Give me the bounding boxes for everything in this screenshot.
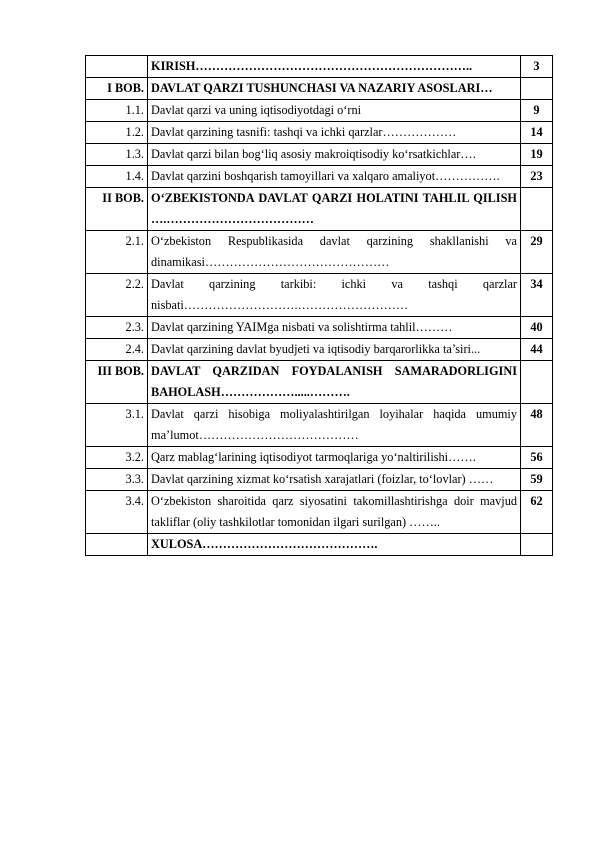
toc-number: 3.1. [86,404,148,447]
toc-number: 1.1. [86,100,148,122]
toc-title: Davlat qarzining tarkibi: ichki va tashqi qarzlar nisbati……………………….……………………… [148,274,521,317]
toc-title: Davlat qarzining tasnifi: tashqi va ichki qarzlar……………… [148,122,521,144]
toc-row [86,231,553,274]
toc-title: Davlat qarzi bilan bog‘liq asosiy makroiqtisodiy ko‘rsatkichlar…. [148,144,521,166]
toc-row [86,188,553,231]
toc-title: Davlat qarzi va uning iqtisodiyotdagi o‘rni [148,100,521,122]
toc-row [86,78,553,100]
toc-number: 1.4. [86,166,148,188]
toc-title: KIRISH………………………………………………………….. [148,56,521,78]
toc-number: 3.3. [86,469,148,491]
toc-number: 2.4. [86,339,148,361]
toc-number: 3.4. [86,491,148,534]
table-of-contents [85,55,553,556]
toc-number [86,534,148,556]
toc-body [86,56,553,556]
toc-page [521,361,553,404]
toc-number: II BOB. [86,188,148,231]
toc-page: 44 [521,339,553,361]
toc-page: 40 [521,317,553,339]
toc-number: 2.3. [86,317,148,339]
toc-title: Davlat qarzi hisobiga moliyalashtirilgan loyihalar haqida umumiy ma’lumot………………………………… [148,404,521,447]
toc-number: 1.2. [86,122,148,144]
toc-title: XULOSA……………………………………. [148,534,521,556]
toc-page [521,534,553,556]
toc-row [86,339,553,361]
toc-page: 48 [521,404,553,447]
toc-number: 2.1. [86,231,148,274]
toc-page: 3 [521,56,553,78]
toc-number: 3.2. [86,447,148,469]
toc-row [86,447,553,469]
toc-page: 34 [521,274,553,317]
toc-row [86,317,553,339]
toc-number: III BOB. [86,361,148,404]
toc-number [86,56,148,78]
toc-number: 1.3. [86,144,148,166]
toc-page: 23 [521,166,553,188]
toc-page: 62 [521,491,553,534]
toc-page: 59 [521,469,553,491]
toc-title: Qarz mablag‘larining iqtisodiyot tarmoqlariga yo‘naltirilishi……. [148,447,521,469]
toc-title: DAVLAT QARZIDAN FOYDALANISH SAMARADORLIGINI BAHOLASH……………….....………. [148,361,521,404]
toc-page: 9 [521,100,553,122]
toc-page: 29 [521,231,553,274]
toc-row [86,404,553,447]
toc-page [521,78,553,100]
toc-title: Davlat qarzining xizmat ko‘rsatish xarajatlari (foizlar, to‘lovlar) …… [148,469,521,491]
toc-title: O‘ZBEKISTONDA DAVLAT QARZI HOLATINI TAHLIL QILISH ….……………………………… [148,188,521,231]
toc-title: Davlat qarzining davlat byudjeti va iqtisodiy barqarorlikka ta’siri... [148,339,521,361]
toc-title: O‘zbekiston Respublikasida davlat qarzining shakllanishi va dinamikasi……………………………………… [148,231,521,274]
toc-row [86,491,553,534]
toc-row [86,469,553,491]
toc-number: 2.2. [86,274,148,317]
toc-page: 19 [521,144,553,166]
toc-page: 14 [521,122,553,144]
toc-row [86,144,553,166]
toc-page [521,188,553,231]
toc-row [86,361,553,404]
toc-row [86,166,553,188]
toc-title: O‘zbekiston sharoitida qarz siyosatini takomillashtirishga doir mavjud takliflar (oliy tashkilotlar tomonidan ilgari surilgan) …….. [148,491,521,534]
toc-row [86,122,553,144]
toc-page: 56 [521,447,553,469]
toc-row [86,534,553,556]
toc-title: DAVLAT QARZI TUSHUNCHASI VA NAZARIY ASOSLARI… [148,78,521,100]
toc-row [86,100,553,122]
toc-number: I BOB. [86,78,148,100]
toc-title: Davlat qarzining YAIMga nisbati va solishtirma tahlil……… [148,317,521,339]
toc-row [86,274,553,317]
toc-title: Davlat qarzini boshqarish tamoyillari va xalqaro amaliyot……………. [148,166,521,188]
toc-row [86,56,553,78]
